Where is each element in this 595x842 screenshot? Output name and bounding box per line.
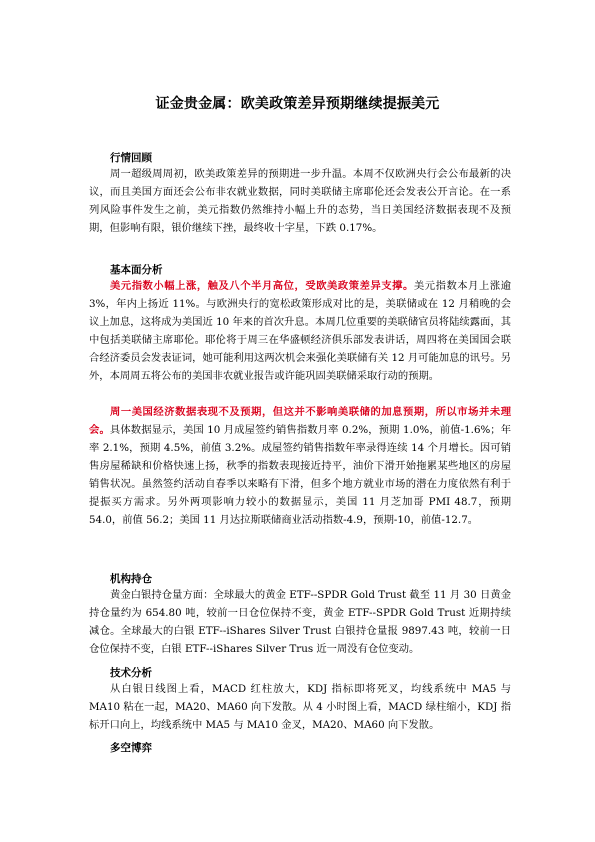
section-heading-technical: 技术分析 [110,667,152,679]
section-heading-holdings: 机构持仓 [110,573,152,585]
emphasis-lead: 美元指数小幅上涨，触及八个半月高位，受欧美政策差异支撑。 [110,280,414,292]
holdings-paragraph [89,586,511,658]
section-heading-fundamentals: 基本面分析 [110,264,163,276]
paragraph-text: 具体数据显示，美国 10 月成屋签约销售指数月率 0.2%，预期 1.0%，前值-1.6%；年率 2.1%，预期 4.5%，前值 3.2%。成屋签约销售指数年率录得连续 14 个月增长。因可销售房屋稀缺和价格快速上扬，秋季的指数表现接近持平，油价下滑开始拖累某些地区的房屋销售状况。虽然签约活动自春季以来略有下滑，但多个地方就业市场的潜在力度依然有利于提振买方需求。另外两项影响力较小的数据显示，美国 11 月芝加哥 PMI 48.7，预期 54.0，前值 56.2；美国 11 月达拉斯联储商业活动指数-4.9，预期-10，前值-12.7。 [89,424,512,526]
paragraph-text: 黄金白银持仓量方面：全球最大的黄金 ETF--SPDR Gold Trust 截至 11 月 30 日黄金持仓量约为 654.80 吨，较前一日仓位保持不变，黄金 ETF--SPDR Gold Trust 近期持续减仓。全球最大的白银 ETF--iShares Silver Trust 白银持仓量报 9897.43 吨，较前一日仓位保持不变，白银 ETF--iShares Silver Trus 近一周没有仓位变动。 [89,589,511,655]
fundamentals-paragraph-2 [89,403,511,529]
section-heading-market-review: 行情回顾 [110,152,152,164]
fundamentals-paragraph-1 [89,277,511,385]
technical-paragraph [89,680,511,734]
document-title: 证金贵金属：欧美政策差异预期继续提振美元 [155,96,440,112]
paragraph-text: 美元指数本月上涨逾 3%，年内上扬近 11%。与欧洲央行的宽松政策形成对比的是，美联储或在 12 月稍晚的会议上加息，这将成为美国近 10 年来的首次升息。本周几位重要的美联储官员将陆续露面，其中包括美联储主席耶伦。耶伦将于周三在华盛顿经济俱乐部发表讲话，周四将在美国国会联合经济委员会发表证词，她可能利用这两次机会来强化美联储有关 12 月可能加息的讯号。另外，本周周五将公布的美国非农就业报告或许能巩固美联储采取行动的预期。 [89,280,512,382]
emphasis-lead: 周一美国经济数据表现不及预期，但这并不影响美联储的加息预期，所以市场并未理会。 [89,406,511,436]
section-heading-long-short: 多空博弈 [110,742,152,754]
paragraph-text: 从白银日线图上看，MACD 红柱放大，KDJ 指标即将死叉，均线系统中 MA5 与 MA10 粘在一起，MA20、MA60 向下发散。从 4 小时图上看，MACD 绿柱缩小，KDJ 指标开口向上，均线系统中 MA5 与 MA10 金叉，MA20、MA60 向下发散。 [89,683,511,731]
market-review-paragraph [89,165,511,237]
paragraph-text: 周一超级周周初，欧美政策差异的预期进一步升温。本周不仅欧洲央行会公布最新的决议，而且美国方面还会公布非农就业数据，同时美联储主席耶伦还会发表公开言论。在一系列风险事件发生之前，美元指数仍然维持小幅上升的态势，当日美国经济数据表现不及预期，但影响有限，银价继续下挫，最终收十字星，下跌 0.17%。 [89,168,511,234]
